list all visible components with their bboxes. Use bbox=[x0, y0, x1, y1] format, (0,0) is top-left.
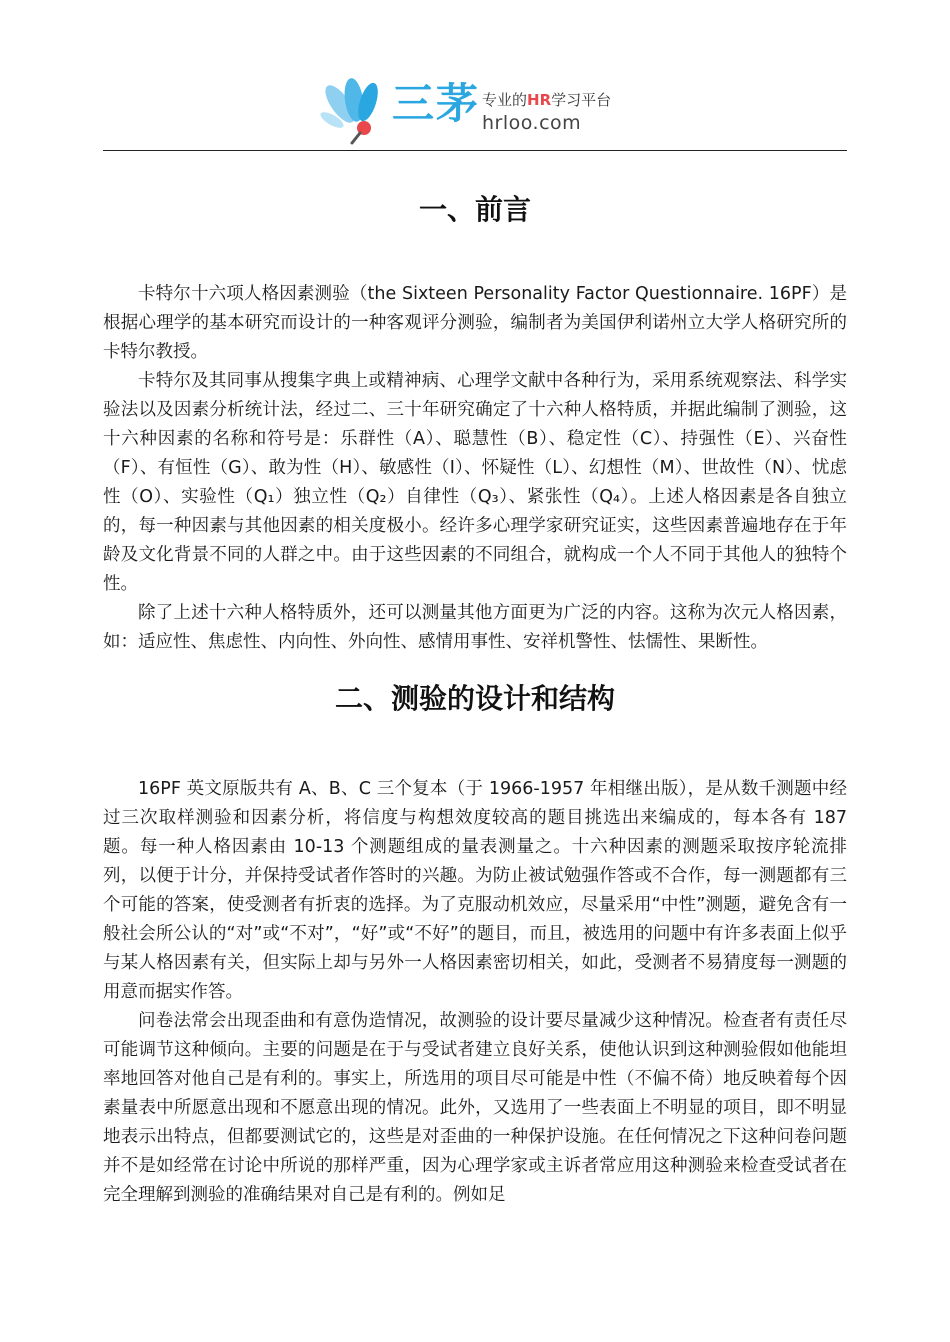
brand-domain: hrloo.com bbox=[482, 112, 582, 134]
section-2-paragraph-1: 16PF 英文原版共有 A、B、C 三个复本（于 1966-1957 年相继出版），是从数千测题中经过三次取样测验和因素分析，将信度与构想效度较高的题目挑选出来编成的，每本各有 187 题。每一种人格因素由 10-13 个测题组成的量表测量之。十六种因素的测题采取按序轮流排列，以便于计分，并保持受试者作答时的兴趣。为防止被试勉强作答或不合作，每一测题都有三个可能的答案，使受测者有折衷的选择。为了克服动机效应，尽量采用“中性”测题，避免含有一般社会所公认的“对”或“不对”，“好”或“不好”的题目，而且，被选用的问题中有许多表面上似乎与某人格因素有关，但实际上却与另外一人格因素密切相关，如此，受测者不易猜度每一测题的用意而据实作答。 bbox=[103, 779, 847, 1002]
brand-tagline bbox=[482, 90, 611, 110]
section-1-paragraph-3: 除了上述十六种人格特质外，还可以测量其他方面更为广泛的内容。这称为次元人格因素，如：适应性、焦虑性、内向性、外向性、感情用事性、安祥机警性、怯懦性、果断性。 bbox=[103, 603, 847, 652]
document-body bbox=[103, 190, 847, 1210]
page-header bbox=[0, 0, 950, 150]
tagline-post: 学习平台 bbox=[551, 91, 612, 109]
section-2-paragraph-2: 问卷法常会出现歪曲和有意伪造情况，故测验的设计要尽量减少这种情况。检查者有责任尽可能调节这种倾向。主要的问题是在于与受试者建立良好关系，使他认识到这种测验假如他能坦率地回答对他自己是有利的。事实上，所选用的项目尽可能是中性（不偏不倚）地反映着每个因素量表中所愿意出现和不愿意出现的情况。此外，又选用了一些表面上不明显的项目，即不明显地表示出特点，但都要测试它的，这些是对歪曲的一种保护设施。在任何情况之下这种问卷问题并不是如经常在讨论中所说的那样严重，因为心理学家或主诉者常应用这种测验来检查受试者在完全理解到测验的准确结果对自己是有利的。例如足 bbox=[103, 1011, 847, 1205]
section-1-paragraph-2: 卡特尔及其同事从搜集字典上或精神病、心理学文献中各种行为，采用系统观察法、科学实验法以及因素分析统计法，经过二、三十年研究确定了十六种人格特质，并据此编制了测验，这十六种因素的名称和符号是：乐群性（A）、聪慧性（B）、稳定性（C）、持强性（E）、兴奋性（F）、有恒性（G）、敢为性（H）、敏感性（I）、怀疑性（L）、幻想性（M）、世故性（N）、忧虑性（O）、实验性（Q₁）独立性（Q₂）自律性（Q₃）、紧张性（Q₄）。上述人格因素是各自独立的，每一种因素与其他因素的相关度极小。经许多心理学家研究证实，这些因素普遍地存在于年龄及文化背景不同的人群之中。由于这些因素的不同组合，就构成一个人不同于其他人的独特个性。 bbox=[103, 371, 847, 594]
tagline-highlight: HR bbox=[527, 91, 552, 109]
section-1-paragraph-1: 卡特尔十六项人格因素测验（the Sixteen Personality Factor Questionnaire. 16PF）是根据心理学的基本研究而设计的一种客观评分测验，编制者为美国伊利诺州立大学人格研究所的卡特尔教授。 bbox=[103, 284, 847, 362]
brand-logo[interactable] bbox=[318, 76, 648, 146]
tagline-pre: 专业的 bbox=[482, 91, 528, 109]
brand-name: 三茅 bbox=[392, 79, 481, 128]
dragonfly-logo-icon bbox=[318, 76, 390, 146]
section-1-heading: 一、前言 bbox=[418, 193, 531, 226]
header-divider bbox=[103, 150, 847, 151]
section-2-heading: 二、测验的设计和结构 bbox=[334, 682, 615, 715]
